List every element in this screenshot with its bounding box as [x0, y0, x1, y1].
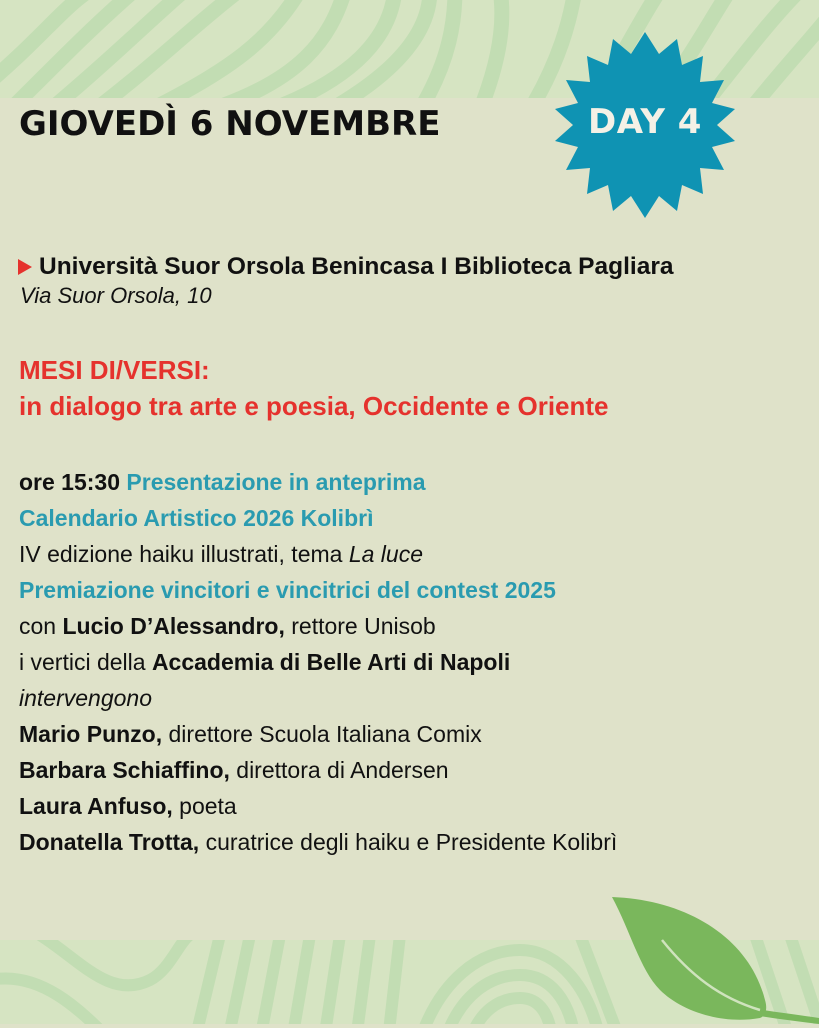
guest-role: rettore Unisob	[284, 613, 436, 639]
speaker-role: curatrice degli haiku e Presidente Kolibrì	[199, 829, 618, 855]
event-title: MESI DI/VERSI:	[19, 355, 210, 385]
program-text: i vertici della	[19, 649, 152, 675]
speaker-role: direttore Scuola Italiana Comix	[162, 721, 482, 747]
institution-name: Accademia di Belle Arti di Napoli	[151, 649, 511, 675]
leaf-icon	[600, 890, 819, 1024]
speaker-row	[19, 788, 617, 824]
speaker-name: Donatella Trotta,	[19, 829, 200, 855]
badge-label: DAY 4	[588, 102, 702, 142]
day-badge	[552, 32, 738, 218]
venue-line	[18, 253, 674, 281]
program-block	[19, 464, 617, 860]
program-theme: La luce	[348, 541, 423, 567]
date-heading: GIOVEDÌ 6 NOVEMBRE	[19, 104, 441, 144]
program-row	[19, 464, 617, 500]
venue-block	[18, 253, 674, 309]
program-text: IV edizione haiku illustrati, tema	[19, 541, 349, 567]
program-row	[19, 644, 617, 680]
venue-address: Via Suor Orsola, 10	[20, 283, 212, 308]
program-row	[19, 608, 617, 644]
program-text: con	[19, 613, 63, 639]
event-time: ore 15:30	[19, 469, 121, 495]
program-row	[19, 536, 617, 572]
program-highlight: Calendario Artistico 2026 Kolibrì	[19, 505, 374, 531]
speaker-row	[19, 752, 617, 788]
event-title-block	[19, 352, 609, 424]
speaker-role: direttora di Andersen	[229, 757, 449, 783]
speaker-role: poeta	[172, 793, 237, 819]
speaker-name: Laura Anfuso,	[19, 793, 173, 819]
play-triangle-icon	[18, 259, 32, 275]
speakers-label: intervengono	[19, 685, 152, 711]
speaker-row	[19, 824, 617, 860]
program-highlight: Presentazione in anteprima	[126, 469, 426, 495]
program-highlight: Premiazione vincitori e vincitrici del contest 2025	[19, 577, 556, 603]
event-subtitle: in dialogo tra arte e poesia, Occidente e Oriente	[19, 391, 609, 421]
speaker-name: Mario Punzo,	[19, 721, 163, 747]
speaker-row	[19, 716, 617, 752]
venue-name: Università Suor Orsola Benincasa I Biblioteca Pagliara	[39, 253, 674, 280]
speaker-name: Barbara Schiaffino,	[19, 757, 230, 783]
guest-name: Lucio D’Alessandro,	[62, 613, 285, 639]
leaf-decoration	[600, 890, 819, 1028]
